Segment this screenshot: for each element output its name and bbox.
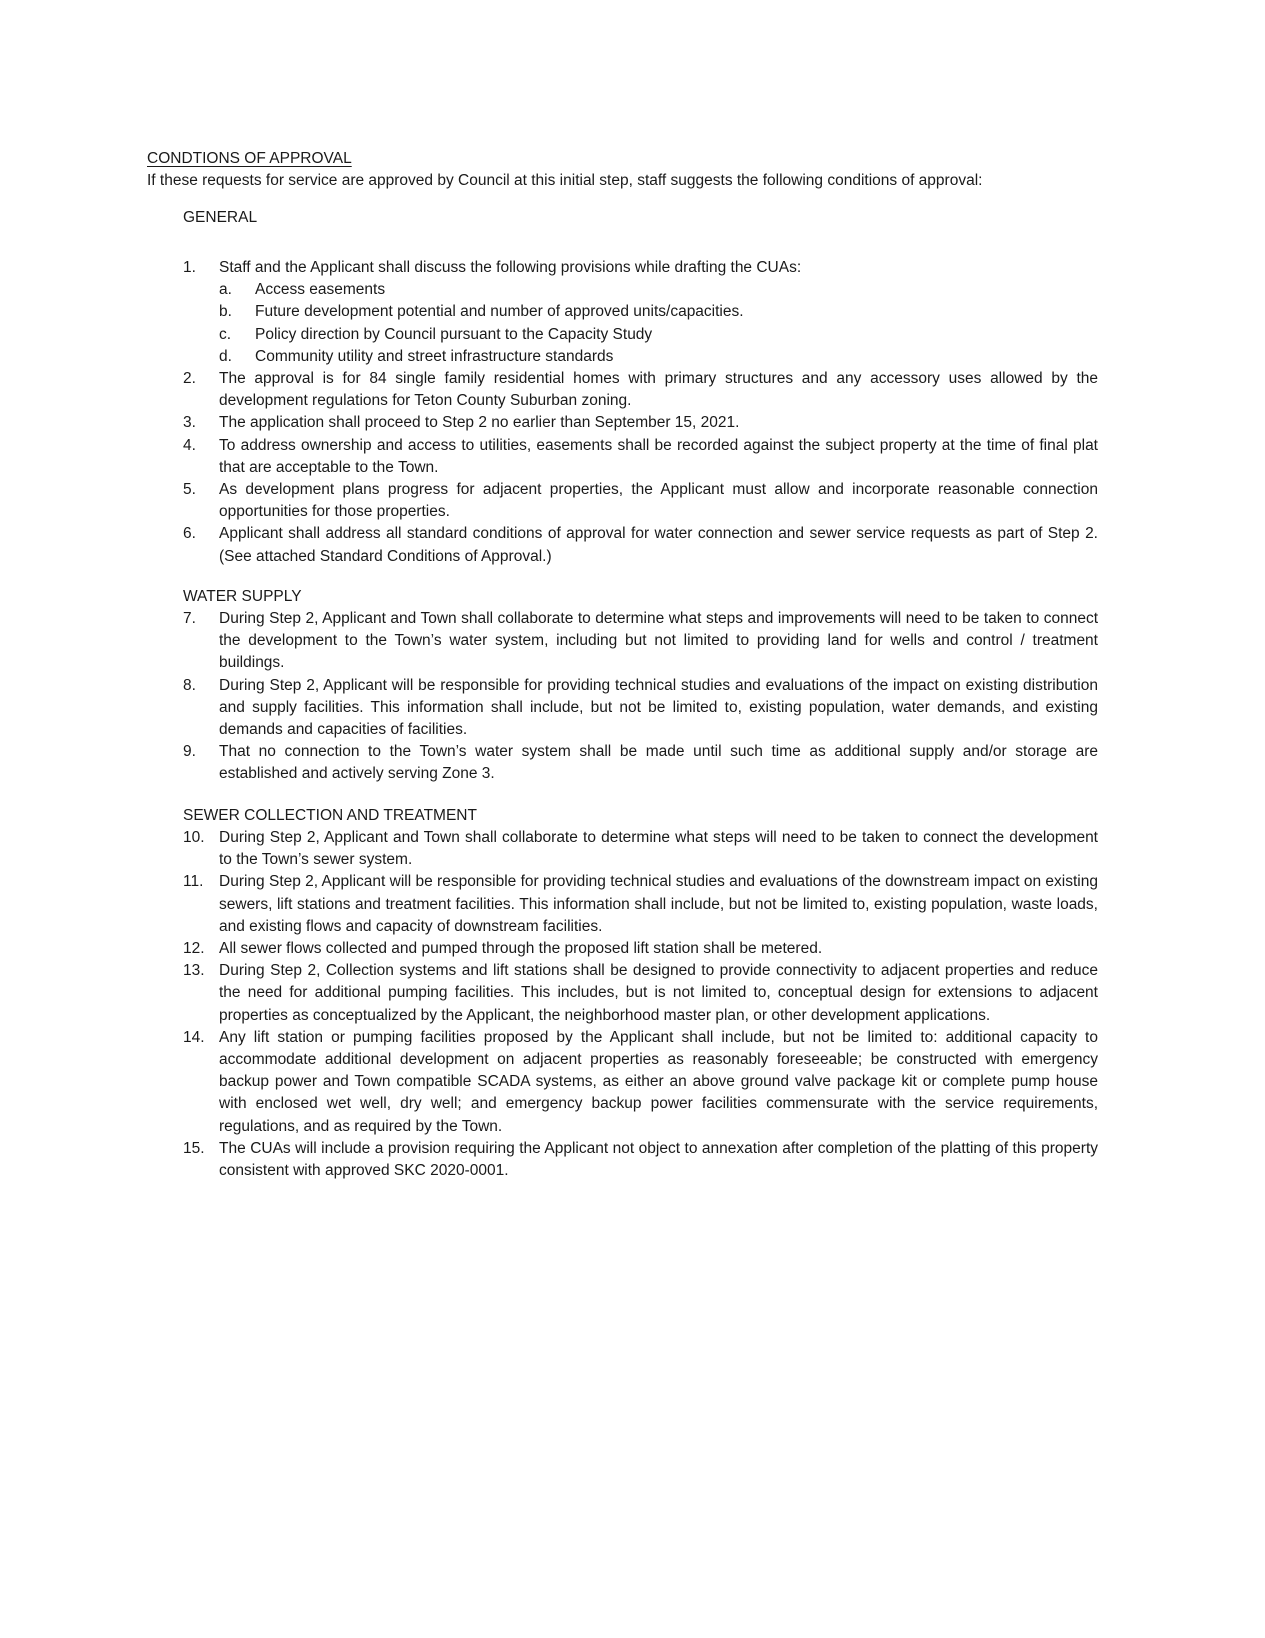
condition-item-12 bbox=[183, 938, 1098, 960]
condition-number: 7. bbox=[183, 610, 196, 627]
section-heading-water-supply: WATER SUPPLY bbox=[183, 588, 302, 605]
provision-item-a bbox=[183, 279, 1098, 301]
condition-number: 15. bbox=[183, 1139, 205, 1157]
condition-number: 6. bbox=[183, 525, 196, 543]
condition-item-2 bbox=[183, 368, 1098, 412]
condition-item-8 bbox=[183, 675, 1098, 742]
condition-number: 14. bbox=[183, 1028, 205, 1046]
sewer-conditions-list bbox=[183, 827, 1098, 1182]
document-title: CONDTIONS OF APPROVAL bbox=[147, 150, 352, 167]
condition-text: During Step 2, Collection systems and lift stations shall be designed to provide connectivity to adjacent properties and reduce the need for additional pumping facilities. This includes, but is not limited to, conceptual design for extensions to adjacent properties as conceptualized by the Applicant, the neighborhood master plan, or other development applications. bbox=[219, 962, 1098, 1024]
water-conditions-list bbox=[183, 608, 1098, 786]
provision-text: Future development potential and number of approved units/capacities. bbox=[255, 303, 744, 321]
provision-item-c bbox=[183, 324, 1098, 346]
condition-text: The CUAs will include a provision requiring the Applicant not object to annexation after completion of the platting of this property consistent with approved SKC 2020-0001. bbox=[219, 1139, 1098, 1180]
condition-text: Any lift station or pumping facilities proposed by the Applicant shall include, but not be limited to: additional capacity to accommodate additional development on adjacent properties as reasonably foreseeable; be constructed with emergency backup power and Town compatible SCADA systems, as either an above ground valve package kit or complete pump house with enclosed wet well, dry well; and emergency backup power facilities commensurate with the service requirements, regulations, and as required by the Town. bbox=[219, 1028, 1098, 1135]
condition-item-3 bbox=[183, 412, 1098, 434]
condition-number: 2. bbox=[183, 370, 196, 388]
condition-item-13 bbox=[183, 960, 1098, 1027]
provision-item-b bbox=[183, 301, 1098, 323]
condition-item-1 bbox=[183, 257, 1098, 279]
provision-label: a. bbox=[219, 281, 232, 299]
condition-number: 1. bbox=[183, 259, 196, 276]
provision-label: d. bbox=[219, 347, 232, 365]
condition-text: To address ownership and access to utilities, easements shall be recorded against the subject property at the time of final plat that are acceptable to the Town. bbox=[219, 436, 1098, 476]
condition-item-14 bbox=[183, 1027, 1098, 1138]
condition-text: During Step 2, Applicant and Town shall collaborate to determine what steps will need to be taken to connect the development to the Town’s sewer system. bbox=[219, 829, 1098, 869]
intro-paragraph: If these requests for service are approved by Council at this initial step, staff suggests the following conditions of approval: bbox=[147, 172, 983, 189]
general-conditions-list bbox=[183, 257, 1098, 568]
condition-text: Staff and the Applicant shall discuss the following provisions while drafting the CUAs: bbox=[219, 259, 802, 276]
condition-number: 10. bbox=[183, 829, 205, 846]
condition-text: During Step 2, Applicant and Town shall collaborate to determine what steps and improvements will need to be taken to connect the development to the Town’s water system, including but not limited to providing land for wells and control / treatment buildings. bbox=[219, 610, 1098, 672]
provision-text: Policy direction by Council pursuant to the Capacity Study bbox=[255, 325, 653, 343]
provisions-sublist bbox=[183, 279, 1098, 368]
condition-number: 12. bbox=[183, 940, 205, 958]
provision-label: c. bbox=[219, 325, 232, 343]
condition-text: All sewer flows collected and pumped through the proposed lift station shall be metered. bbox=[219, 940, 823, 958]
provision-label: b. bbox=[219, 303, 232, 321]
condition-number: 5. bbox=[183, 481, 196, 499]
condition-item-10 bbox=[183, 827, 1098, 871]
condition-number: 8. bbox=[183, 676, 196, 694]
condition-item-5 bbox=[183, 479, 1098, 523]
condition-number: 13. bbox=[183, 962, 205, 980]
section-heading-general: GENERAL bbox=[183, 209, 258, 226]
provision-item-d bbox=[183, 346, 1098, 368]
condition-text: The approval is for 84 single family residential homes with primary structures and any accessory uses allowed by the development regulations for Teton County Suburban zoning. bbox=[219, 370, 1098, 410]
provision-text: Access easements bbox=[255, 281, 386, 299]
condition-text: That no connection to the Town’s water system shall be made until such time as additional supply and/or storage are established and actively serving Zone 3. bbox=[219, 743, 1098, 783]
provision-text: Community utility and street infrastructure standards bbox=[255, 347, 614, 365]
condition-item-4 bbox=[183, 435, 1098, 479]
section-heading-sewer: SEWER COLLECTION AND TREATMENT bbox=[183, 807, 477, 824]
condition-text: During Step 2, Applicant will be responsible for providing technical studies and evaluations of the impact on existing distribution and supply facilities. This information shall include, but not be limited to, existing population, water demands, and existing demands and capacities of facilities. bbox=[219, 676, 1098, 739]
condition-text: The application shall proceed to Step 2 no earlier than September 15, 2021. bbox=[219, 414, 740, 432]
condition-item-6 bbox=[183, 523, 1098, 567]
condition-item-7 bbox=[183, 608, 1098, 675]
condition-text: Applicant shall address all standard conditions of approval for water connection and sewer service requests as part of Step 2. (See attached Standard Conditions of Approval.) bbox=[219, 525, 1098, 565]
condition-text: During Step 2, Applicant will be responsible for providing technical studies and evaluations of the downstream impact on existing sewers, lift stations and treatment facilities. This information shall include, but not be limited to, existing population, waste loads, and existing flows and capacity of downstream facilities. bbox=[219, 873, 1098, 935]
condition-number: 3. bbox=[183, 414, 196, 432]
condition-text: As development plans progress for adjacent properties, the Applicant must allow and incorporate reasonable connection opportunities for those properties. bbox=[219, 481, 1098, 521]
condition-item-15 bbox=[183, 1138, 1098, 1182]
condition-number: 11. bbox=[183, 873, 204, 891]
condition-number: 4. bbox=[183, 436, 196, 454]
condition-item-11 bbox=[183, 871, 1098, 938]
condition-item-9 bbox=[183, 741, 1098, 785]
condition-number: 9. bbox=[183, 743, 196, 761]
